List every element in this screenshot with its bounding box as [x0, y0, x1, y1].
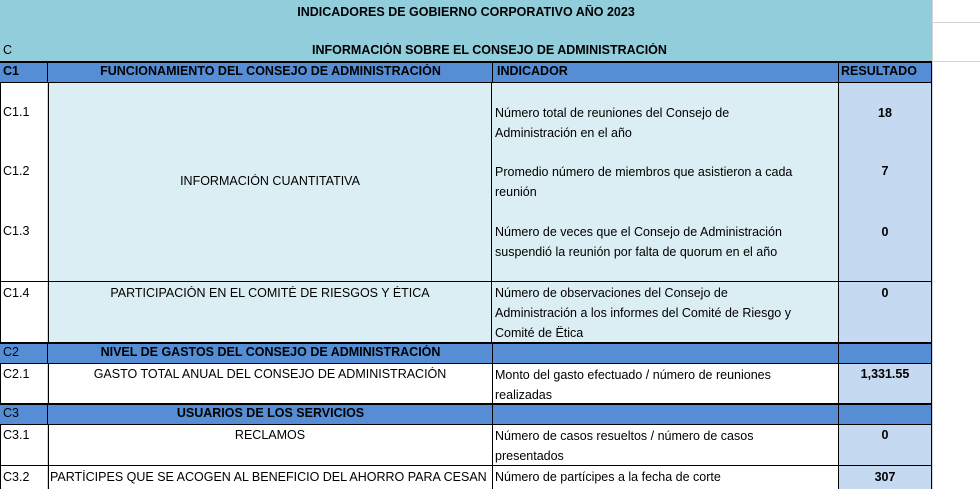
column-header-resultado: RESULTADO: [841, 64, 917, 78]
indicador-c3-2: Número de partícipes a la fecha de corte: [495, 470, 721, 484]
indicador-c3-1: Número de casos resueltos / número de casos presentados: [495, 429, 754, 463]
c1-code: C1: [3, 64, 19, 78]
c3-code: C3: [3, 406, 19, 420]
row-code-c3-1: C3.1: [3, 428, 30, 442]
resultado-c1-3: 0: [881, 225, 889, 239]
c3-label: USUARIOS DE LOS SERVICIOS: [176, 406, 365, 420]
group-participes: PARTÍCIPES QUE SE ACOGEN AL BENEFICIO DEL AHORRO PARA CESAN: [50, 470, 487, 484]
group-comite-riesgos: PARTICIPACIÓN EN EL COMITÉ DE RIESGOS Y ÉTICA: [110, 286, 430, 300]
c2-code: C2: [3, 345, 19, 359]
resultado-c1-2: 7: [881, 164, 889, 178]
column-header-indicador: INDICADOR: [497, 64, 568, 78]
group-gasto-total: GASTO TOTAL ANUAL DEL CONSEJO DE ADMINISTRACIÓN: [93, 367, 447, 381]
group-reclamos: RECLAMOS: [234, 428, 306, 442]
section-code: C: [3, 43, 13, 57]
row-code-c1-3: C1.3: [3, 224, 30, 238]
resultado-c1-4: 0: [881, 286, 889, 300]
section-title: INFORMACIÓN SOBRE EL CONSEJO DE ADMINISTRACIÓN: [312, 43, 667, 57]
resultado-c3-2: 307: [874, 470, 896, 484]
row-code-c3-2: C3.2: [3, 470, 30, 484]
resultado-c1-1: 18: [878, 106, 892, 120]
c1-label: FUNCIONAMIENTO DEL CONSEJO DE ADMINISTRACIÓN: [100, 64, 441, 78]
row-code-c1-4: C1.4: [3, 286, 30, 300]
indicador-c1-3: Número de veces que el Consejo de Administración suspendió la reunión por falta de quorum en el año: [495, 225, 782, 259]
resultado-c2-1: 1,331.55: [860, 367, 910, 381]
page-title: INDICADORES DE GOBIERNO CORPORATIVO AÑO 2023: [297, 5, 635, 19]
c2-label: NIVEL DE GASTOS DEL CONSEJO DE ADMINISTRACIÓN: [100, 345, 441, 359]
indicador-c1-2: Promedio número de miembros que asistieron a cada reunión: [495, 165, 793, 199]
row-code-c1-2: C1.2: [3, 164, 30, 178]
indicador-c1-1: Número total de reuniones del Consejo de Administración en el año: [495, 106, 730, 140]
row-code-c1-1: C1.1: [3, 105, 30, 119]
indicador-c1-4: Número de observaciones del Consejo de Administración a los informes del Comité de Riesgo y Comité de Ëtica: [495, 286, 791, 340]
indicador-c2-1: Monto del gasto efectuado / número de reuniones realizadas: [495, 368, 771, 402]
resultado-c3-1: 0: [881, 428, 889, 442]
group-informacion-cuantitativa: INFORMACIÓN CUANTITATIVA: [180, 174, 360, 188]
row-code-c2-1: C2.1: [3, 367, 30, 381]
